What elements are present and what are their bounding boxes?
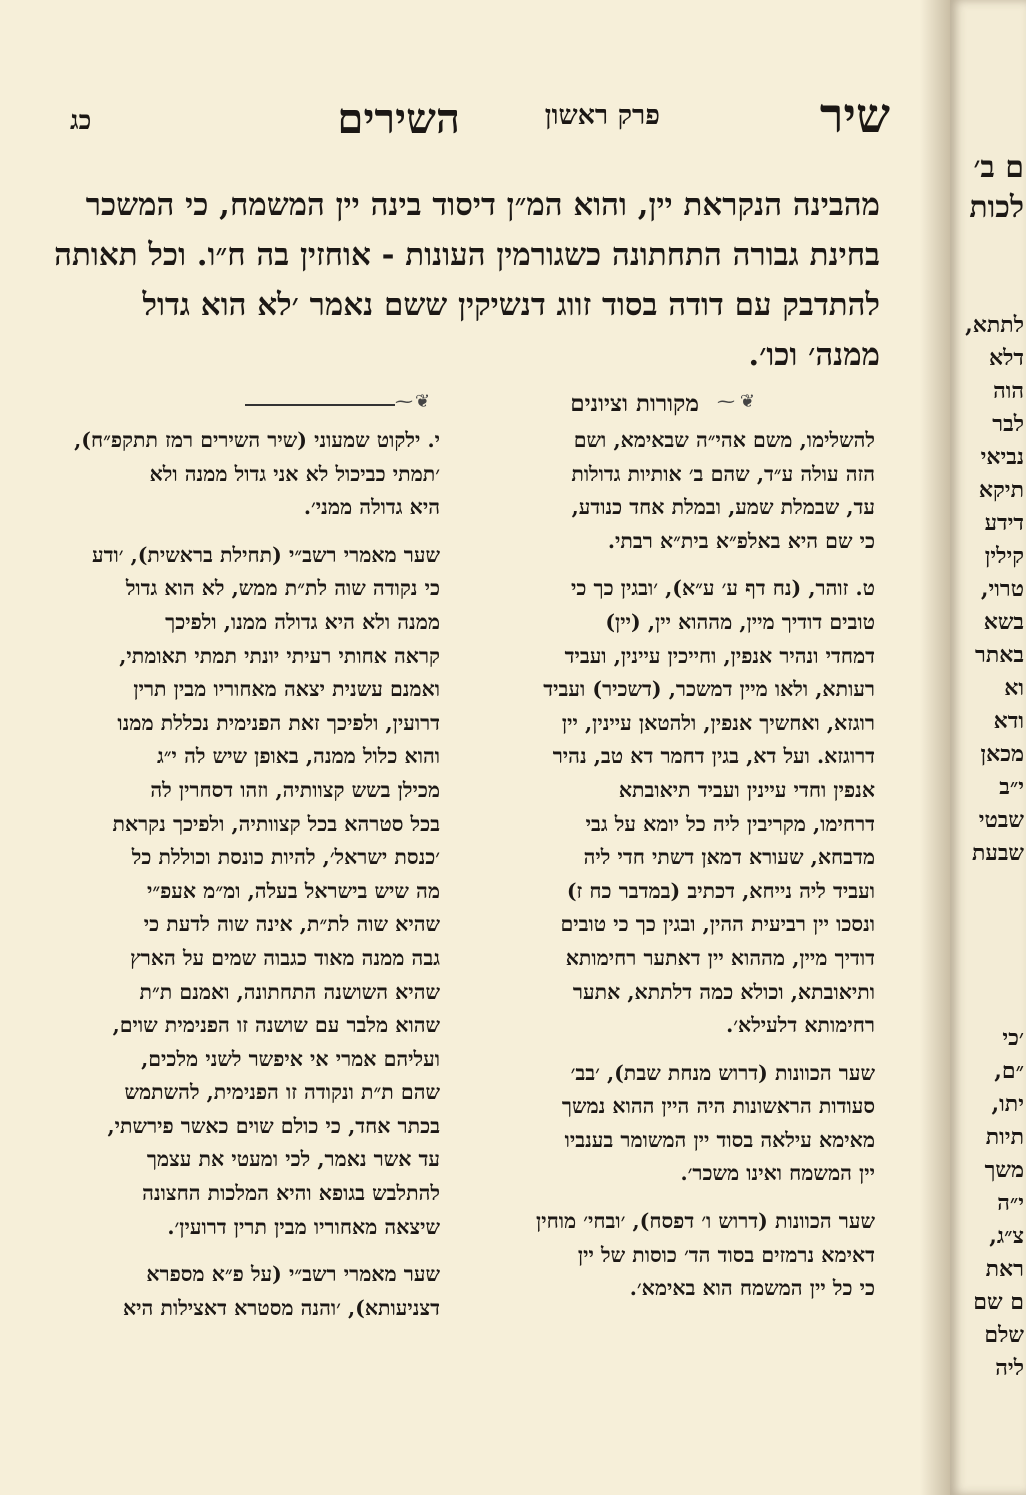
- column-line: ואמנם עשנית יצאה מאחוריו מבין תרין: [133, 677, 440, 702]
- column-line: הזה עולה ע״ד, שהם ב׳ אותיות גדולות: [571, 461, 875, 486]
- main-text: [54, 180, 880, 380]
- column-line: דרוגזא. ועל דא, בגין דחמר דא טב, נהיר: [552, 744, 875, 769]
- column-line: יין המשמח ואינו משכר׳.: [680, 1161, 875, 1186]
- column-line: גבה ממנה מאוד כגבוה שמים על הארץ: [130, 945, 440, 970]
- column-line: שהוא מלבר עם שושנה זו הפנימית שוים,: [112, 1013, 440, 1038]
- column-line: שיצאה מאחוריו מבין תרין דרועין׳.: [167, 1214, 440, 1239]
- adjacent-page-fragment: קילין: [984, 543, 1024, 569]
- adjacent-page-fragment: ליה: [995, 1355, 1024, 1381]
- adjacent-page-edge: [950, 0, 1026, 1495]
- column-line: שהם ת״ת ונקודה זו הפנימית, להשתמש: [124, 1080, 440, 1105]
- adjacent-page-fragment: מכאן: [980, 741, 1024, 767]
- adjacent-page-fragment: ראת: [985, 1256, 1024, 1282]
- column-line: כי נקודה שוה לת״ת ממש, לא הוא גדול: [125, 576, 440, 601]
- adjacent-page-fragment: תיקא: [978, 477, 1024, 503]
- section-divider: [245, 404, 395, 406]
- adjacent-page-fragment: דידע: [984, 510, 1024, 536]
- adjacent-page-fragment: דלא: [989, 345, 1024, 371]
- column-line: שהיא השושנה התחתונה, ואמנם ת״ת: [139, 979, 440, 1004]
- main-text-line: בחינת גבורה התחתונה כשגורמין העונות - אוחזין בה ח״ו. וכל תאותה: [54, 237, 880, 273]
- adjacent-page-fragment: ״ם,: [994, 1058, 1024, 1084]
- page-number: כג: [70, 106, 92, 136]
- column-line: אנפין וחדי עיינין ועביד תיאובתא: [618, 777, 875, 802]
- adjacent-page-fragment: שלם: [984, 1322, 1024, 1348]
- adjacent-page-fragment: ם שם: [973, 1289, 1024, 1315]
- column-line: דאימא נרמזים בסוד הד׳ כוסות של יין: [577, 1242, 875, 1267]
- column-line: שהיא שוה לת״ת, אינה שוה לדעת כי: [143, 912, 440, 937]
- header-hashirim: השירים: [337, 94, 460, 143]
- column-line: רחימותא דלעילא׳.: [726, 1013, 875, 1038]
- adjacent-page-fragment: תיות: [985, 1124, 1024, 1150]
- column-line: היא גדולה ממני׳.: [303, 495, 440, 520]
- main-text-tail: , כי המשכר: [85, 187, 230, 223]
- adjacent-page-fragment: ודא: [993, 708, 1024, 734]
- adjacent-page-fragment: צ״ג,: [989, 1223, 1024, 1249]
- column-line: י. ילקוט שמעוני (שיר השירים רמז תתקפ״ח),: [74, 428, 440, 452]
- adjacent-page-fragment: משך: [984, 1157, 1024, 1183]
- ornament-icon: ❦: [739, 391, 755, 412]
- column-line: שער מאמרי רשב״י (תחילת בראשית), ׳ודע: [92, 542, 440, 567]
- adjacent-page-fragment: לתתא,: [965, 312, 1024, 338]
- main-text-line: מהבינה הנקראת יין, והוא המ״ן דיסוד בינה יין המשמח, כי המשכר: [85, 187, 880, 223]
- column-line: ותיאובתא, וכולא כמה דלתתא, אתער: [572, 979, 875, 1004]
- column-line: מה שיש בישראל בעלה, ומ״מ אעפ״י: [146, 878, 440, 903]
- column-line: דרועין, ולפיכך זאת הפנימית נכללת ממנו: [117, 710, 440, 735]
- section-title: [245, 388, 885, 428]
- column-line: שער מאמרי רשב״י (על פ״א מספרא: [146, 1262, 440, 1287]
- column-line: ט. זוהר, (נח דף ע׳ ע״א), ׳ובגין כך כי: [571, 576, 875, 601]
- adjacent-page-fragment: נביאי: [980, 444, 1024, 470]
- adjacent-page-fragment: לכות: [969, 190, 1024, 225]
- adjacent-page-fragment: הוה: [993, 378, 1024, 404]
- column-line: מדבחא, שעורא דמאן דשתי חדי ליה: [583, 845, 875, 870]
- column-line: מכילן בשש קצוותיה, וזהו דסחרין לה: [150, 777, 440, 802]
- column-line: ׳כנסת ישראל׳, להיות כונסת וכוללת כל: [131, 845, 440, 870]
- left-column: [30, 424, 440, 1325]
- column-line: עד, שבמלת שמע, ובמלת אחד כנודע,: [571, 495, 875, 520]
- adjacent-page-fragment: שבטי: [978, 807, 1024, 833]
- column-line: קראה אחותי רעיתי יונתי תמתי תאומתי,: [119, 643, 440, 668]
- column-line: דמחדי ונהיר אנפין, וחייכין עיינין, ועביד: [564, 643, 875, 668]
- adjacent-page-fragment: בשא: [983, 609, 1024, 635]
- header-shir: שיר: [819, 88, 890, 144]
- ornament-icon: ❦: [415, 391, 431, 412]
- adjacent-page-fragment: טרוי,: [980, 576, 1024, 602]
- main-text-line: ממנה׳ וכו׳.: [748, 337, 880, 373]
- column-line: בכתר אחד, כי כולם שוים כאשר פירשתי,: [107, 1113, 440, 1138]
- page-gutter-shadow: [920, 0, 950, 1495]
- adjacent-page-fragment: ׳כי: [1002, 1025, 1024, 1051]
- column-line: עד אשר נאמר, לכי ומעטי את עצמך: [146, 1147, 440, 1172]
- column-line: דודיך מיין, מההוא יין דאתער רחימותא: [565, 945, 875, 970]
- adjacent-page-fragment: י״ב: [999, 774, 1024, 800]
- ornament-icon: ⁓: [717, 391, 735, 412]
- column-line: רוגזא, ואחשיך אנפין, ולהטאן עיינין, יין: [561, 710, 875, 735]
- column-line: להתלבש בגופא והיא המלכות החצונה: [142, 1181, 440, 1206]
- ornament-icon: ⁓: [395, 391, 413, 412]
- adjacent-page-fragment: באתר: [975, 642, 1024, 668]
- column-line: ועליהם אמרי אי איפשר לשני מלכים,: [141, 1046, 440, 1071]
- column-line: כי שם היא באלפ״א בית״א רבתי.: [607, 528, 875, 553]
- column-line: כי כל יין המשמח הוא באימא׳.: [629, 1276, 875, 1301]
- column-line: ונסכו יין רביעית ההין, ובגין כך כי טובים: [560, 912, 875, 937]
- column-line: והוא כלול ממנה, באופן שיש לה י״ג: [157, 744, 440, 769]
- column-line: טובים דודיך מיין, מההוא יין, (יין): [605, 609, 875, 634]
- main-text-line: להתדבק עם דודה בסוד זווג דנשיקין ששם נאמר ׳לא הוא גדול: [142, 287, 880, 323]
- column-line: להשלימו, משם אהי״ה שבאימא, ושם: [573, 428, 875, 452]
- adjacent-page-fragment: שבעת: [971, 840, 1024, 866]
- right-column: [455, 424, 875, 1306]
- column-line: דצניעותא), ׳והנה מסטרא דאצילות היא: [123, 1295, 440, 1320]
- column-line: דרחימו, מקריבין ליה כל יומא על גבי: [585, 811, 875, 836]
- adjacent-page-fragment: לבר: [992, 411, 1024, 437]
- section-title-label: מקורות וציונים: [570, 390, 699, 417]
- column-line: רעותא, ולאו מיין דמשכר, (דשכיר) ועביד: [543, 677, 875, 702]
- page-header: [70, 88, 890, 148]
- header-perek: פרק ראשון: [544, 100, 660, 131]
- adjacent-page-fragment: יתו,: [991, 1091, 1024, 1117]
- adjacent-page-fragment: י״ה: [997, 1190, 1024, 1216]
- adjacent-page-fragment: וא: [1004, 675, 1024, 701]
- column-line: שער הכוונות (דרוש מנחת שבת), ׳בב׳: [570, 1060, 875, 1085]
- column-line: סעודות הראשונות היה היין ההוא נמשך: [561, 1094, 875, 1119]
- column-line: ועביד ליה נייחא, דכתיב (במדבר כח ז): [566, 878, 875, 903]
- adjacent-page-fragment: ם ב׳: [973, 150, 1024, 185]
- column-line: ממנה ולא היא גדולה ממנו, ולפיכך: [165, 609, 440, 634]
- column-line: ׳תמתי כביכול לא אני גדול ממנה ולא: [149, 461, 440, 486]
- column-line: בכל סטרהא בכל קצוותיה, ולפיכך נקראת: [112, 811, 440, 836]
- column-line: שער הכוונות (דרוש ו׳ דפסח), ׳ובחי׳ מוחין: [536, 1209, 875, 1234]
- column-line: מאימא עילאה בסוד יין המשומר בענביו: [564, 1127, 875, 1152]
